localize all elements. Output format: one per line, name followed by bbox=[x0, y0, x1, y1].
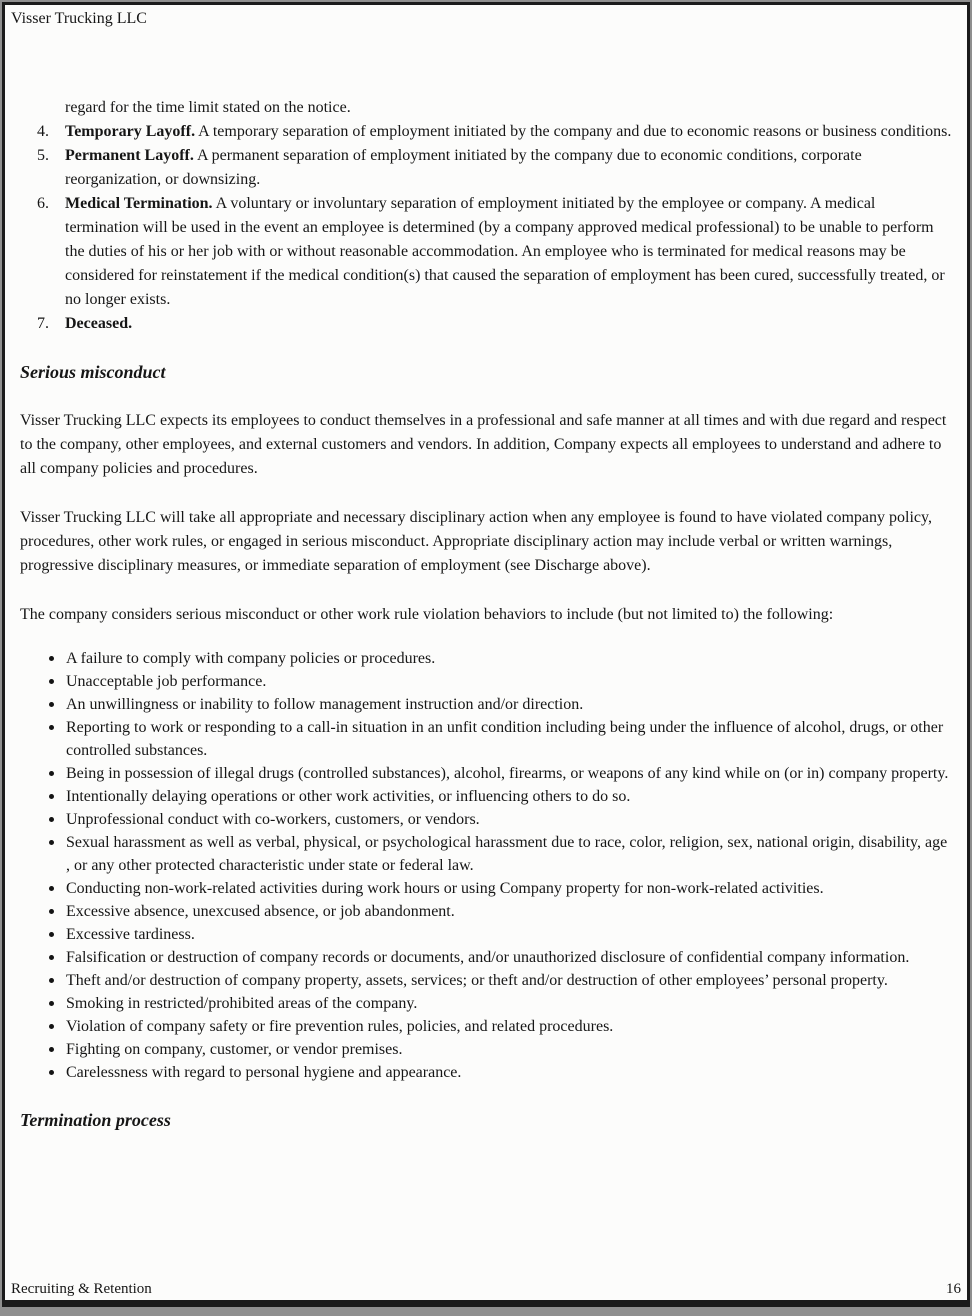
footer-page-number: 16 bbox=[946, 1281, 961, 1297]
misconduct-item: Intentionally delaying operations or other work activities, or influencing others to do so. bbox=[66, 785, 953, 808]
misconduct-item: Falsification or destruction of company records or documents, and/or unauthorized disclosure of confidential company information. bbox=[66, 946, 953, 969]
item-text: Deceased. bbox=[65, 315, 133, 332]
company-name: Visser Trucking LLC bbox=[11, 10, 147, 27]
document-page bbox=[2, 2, 970, 1307]
page-header bbox=[5, 5, 967, 29]
misconduct-item: Reporting to work or responding to a call-in situation in an unfit condition including being under the influence of alcohol, drugs, or other controlled substances. bbox=[66, 716, 953, 762]
section-heading-termination-process: Termination process bbox=[20, 1110, 171, 1130]
misconduct-item: Sexual harassment as well as verbal, physical, or psychological harassment due to race, color, religion, sex, national origin, disability, age , or any other protected characteristic under state or federal law. bbox=[66, 831, 953, 877]
misconduct-item: Unacceptable job performance. bbox=[66, 670, 953, 693]
continuation-text: regard for the time limit stated on the notice. bbox=[65, 99, 351, 116]
section-heading-serious-misconduct: Serious misconduct bbox=[20, 362, 166, 382]
termination-type-item bbox=[37, 312, 953, 336]
misconduct-item: Unprofessional conduct with co-workers, customers, or vendors. bbox=[66, 808, 953, 831]
misconduct-list bbox=[20, 647, 953, 1084]
serious-misconduct-paragraph-2: Visser Trucking LLC will take all appropriate and necessary disciplinary action when any employee is found to have violated company policy, procedures, other work rules, or engaged in serious misconduct. Appropriate disciplinary action may include verbal or written warnings, progressive disciplinary measures, or immediate separation of employment (see Discharge above). bbox=[20, 509, 932, 574]
misconduct-item: Carelessness with regard to personal hygiene and appearance. bbox=[66, 1061, 953, 1084]
item-text: Permanent Layoff. A permanent separation of employment initiated by the company due to economic conditions, corporate reorganization, or downsizing. bbox=[65, 147, 862, 188]
termination-types-list bbox=[20, 120, 953, 336]
misconduct-item: An unwillingness or inability to follow management instruction and/or direction. bbox=[66, 693, 953, 716]
item-number: 6. bbox=[37, 195, 49, 212]
item-text: Temporary Layoff. A temporary separation of employment initiated by the company and due to economic reasons or business conditions. bbox=[65, 123, 952, 140]
item-number: 4. bbox=[37, 123, 49, 140]
item-number: 5. bbox=[37, 147, 49, 164]
misconduct-item: Theft and/or destruction of company property, assets, services; or theft and/or destruction of other employees’ personal property. bbox=[66, 969, 953, 992]
termination-type-item bbox=[37, 144, 953, 192]
item-text: Medical Termination. A voluntary or involuntary separation of employment initiated by the employee or company. A medical termination will be used in the event an employee is determined (by a company approved medical professional) to be unable to perform the duties of his or her job with or without reasonable accommodation. An employee who is terminated for medical reasons may be considered for reinstatement if the medical condition(s) that caused the separation of employment has been cured, successfully treated, or no longer exists. bbox=[65, 195, 945, 308]
misconduct-item: Smoking in restricted/prohibited areas of the company. bbox=[66, 992, 953, 1015]
misconduct-item: Excessive absence, unexcused absence, or job abandonment. bbox=[66, 900, 953, 923]
serious-misconduct-paragraph-3: The company considers serious misconduct or other work rule violation behaviors to include (but not limited to) the following: bbox=[20, 606, 834, 623]
serious-misconduct-paragraph-1: Visser Trucking LLC expects its employees to conduct themselves in a professional and safe manner at all times and with due regard and respect to the company, other employees, and external customers and vendors. In addition, Company expects all employees to understand and adhere to all company policies and procedures. bbox=[20, 412, 947, 477]
misconduct-item: Fighting on company, customer, or vendor premises. bbox=[66, 1038, 953, 1061]
misconduct-item: Conducting non-work-related activities during work hours or using Company property for non-work-related activities. bbox=[66, 877, 953, 900]
misconduct-item: A failure to comply with company policies or procedures. bbox=[66, 647, 953, 670]
misconduct-item: Excessive tardiness. bbox=[66, 923, 953, 946]
termination-type-item bbox=[37, 192, 953, 312]
misconduct-item: Violation of company safety or fire prevention rules, policies, and related procedures. bbox=[66, 1015, 953, 1038]
page-footer bbox=[11, 1279, 961, 1299]
termination-type-item bbox=[37, 120, 953, 144]
misconduct-item: Being in possession of illegal drugs (controlled substances), alcohol, firearms, or weapons of any kind while on (or in) company property. bbox=[66, 762, 953, 785]
item-number: 7. bbox=[37, 315, 49, 332]
page-content bbox=[5, 96, 967, 1132]
footer-section-title: Recruiting & Retention bbox=[11, 1281, 152, 1297]
